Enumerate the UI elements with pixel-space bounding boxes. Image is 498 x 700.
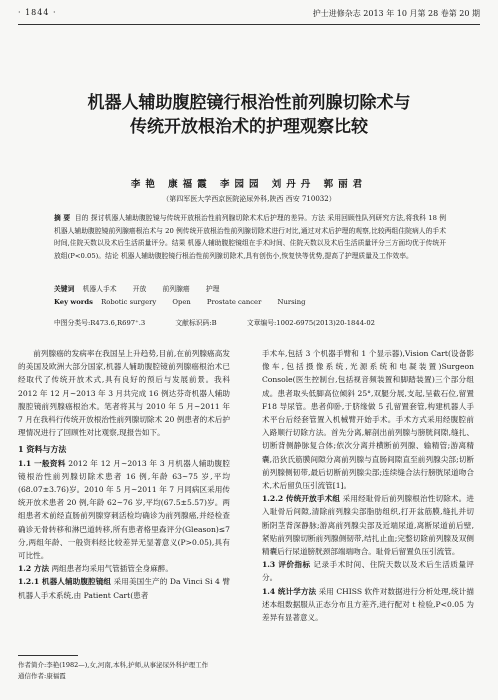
keywords-en-label: Key words: [54, 298, 93, 306]
keyword: 前列腺癌: [162, 285, 190, 293]
keyword: 机器人手术: [82, 285, 117, 293]
keyword: Open: [172, 298, 191, 306]
author-bio: 作者简介:李艳(1982—),女,河南,本科,护师,从事泌尿外科护理工作: [18, 661, 209, 669]
corresponding-author: 通信作者:康福霞: [18, 672, 66, 680]
running-header: [18, 8, 480, 22]
text-1-3: 记录手术时间、住院天数以及术后生活质量评分。: [262, 560, 474, 583]
article-title-line-2: 传统开放根治术的护理观察比较: [130, 117, 368, 137]
subsection-heading-1-2: 1.2 方法: [18, 564, 50, 574]
text-1-1: 2012 年 12 月~2013 年 3 月机器人辅助腹腔镜根治性前列腺切除术患者 16 例,年龄 63~75 岁,平均(68.07±3.76)岁。2010 年 5 月~2011 年 7 月同病区采用传统开放术患者 20 例,年龄 62~76 岁,平均(67.5±5.57)岁。两组患者术前经直肠前列腺穿刺活检均确诊为前列腺癌,并经检查确诊无骨转移和淋巴道转移,所有患者格里森评分(Gleason)≤7 分,两组年龄、一般资料经比较差异无显著意义(P>0.05),具有可比性。: [18, 458, 230, 561]
page-number: · 1844 ·: [18, 8, 57, 17]
section-heading-1: 1 资料与方法: [18, 444, 67, 455]
continued-paragraph: 手术车,包括 3 个机器手臂和 1 个显示器),Vision Cart(设备影像车,包括摄像系统,光源系统和电凝装置)Surgeon Console(医生控制台,包括视音频装置和脚踏装置)三个部分组成。患者取头低脚高位倾斜 25°,双腿分展,支起,呈截石位,留置 F18 导尿管。患者仰卧,于脐缘做 5 孔留置套管,构建机器人手术平台后经套管置入机械臂开始手术。手术方式采用经腹腔前入路顺行切除方法。首先分离,解剖出前列腺与膀胱间隙,缝扎、切断背侧静脉复合体;依次分离并横断前列腺、输精管;游离精囊,沿狄氏筋膜间隙分离前列腺与直肠间隙直至前列腺尖部;切断前列腺侧韧带,最后切断前列腺尖部;连续缝合法行膀胱尿道吻合术,术后留负压引流管[1]。: [262, 349, 474, 491]
header-rule: [18, 24, 480, 25]
keywords-cn: [54, 283, 446, 296]
classification-line: [54, 317, 454, 327]
keyword: Prostate cancer: [206, 298, 262, 306]
keywords-en: [54, 296, 446, 309]
subsection-heading-1-2-1: 1.2.1 机器人辅助腹腔镜组: [18, 577, 112, 587]
keyword: 开放: [132, 285, 147, 293]
text-1-2-1: 采用美国生产的 Da Vinci Si 4 臂机器人手术系统,由 Patient Cart(患者: [18, 577, 230, 600]
clc-number: 中图分类号:R473.6,R697⁺.3: [54, 319, 146, 327]
article-title-line-1: 机器人辅助腹腔镜行根治性前列腺切除术与: [87, 93, 411, 113]
subsection-heading-1-3: 1.3 评价指标: [262, 560, 311, 570]
authors: 李艳 康福霞 李园园 刘丹丹 郭丽君: [130, 179, 368, 190]
affiliation: （第四军医大学西京医院泌尿外科,陕西 西安 710032）: [162, 195, 336, 203]
document-code: 文献标识码:B: [175, 319, 217, 327]
footnote: [18, 655, 230, 682]
text-1-2-2: 采用经耻骨后前列腺根治性切除术。进入耻骨后间隙,清除前列腺尖部脂肪组织,打开盆筋膜,缝扎并切断阴茎背深静脉;游离前列腺尖部及近端尿道,离断尿道前后壁,紧贴前列腺切断前列腺侧韧带,结扎止血;完整切除前列腺及双侧精囊后行尿道膀胱颈部端端吻合。耻骨后留置负压引流管。: [262, 494, 474, 557]
text-1-4: 采用 CHISS 软件对数据进行分析处理,统计描述本组数据服从正态分布且方差齐,进行配对 t 检验,P<0.05 为差异有显著意义。: [262, 586, 474, 623]
abstract: [54, 212, 446, 262]
journal-issue: 护士进修杂志 2013 年 10 月第 28 卷第 20 期: [312, 9, 480, 18]
subsection-heading-1-1: 1.1 一般资料: [18, 458, 66, 468]
keyword: 护理: [205, 285, 220, 293]
subsection-heading-1-2-2: 1.2.2 传统开放手术组: [262, 494, 341, 504]
abstract-text: 目的 探讨机器人辅助腹腔镜与传统开放根治性前列腺切除术术后护理的差异。方法 采用回顾性队列研究方法,将我科 18 例机器人辅助腹腔镜前列腺癌根治术与 20 例传统开放根治性前列腺切除术进行对比,通过对术后护理的观察,比较两组住院病人的手术时间,住院天数以及术后生活质量评分。结果 机器人辅助腹腔镜组在手术时间、住院天数以及术后生活质量评分三方面均优于传统开放组(P<0.05)。结论 机器人辅助腹腔镜行根治性前列腺切除术,具有创伤小,恢复快等优势,提高了护理质量及工作效率。: [54, 214, 446, 260]
footnote-rule: [18, 655, 78, 656]
introduction-paragraph: 前列腺癌的发病率在我国呈上升趋势,目前,在前列腺癌高发的美国及欧洲大部分国家,机器人辅助腹腔镜前列腺癌根治术已经取代了传统开放术式,具有良好的预后与发展前景。我科 2012 年 12 月~2013 年 3 月共完成 16 例达芬奇机器人辅助腹腔镜前列腺癌根治术。笔者将其与 2010 年 5 月~2011 年 7 月在我科行传统开放根治性前列腺切除术 20 例患者的术后护理情况进行了回顾性对比观察,现报告如下。: [18, 349, 230, 438]
keywords-cn-label: 关键词: [54, 285, 75, 293]
keyword: Nursing: [277, 298, 306, 306]
keyword: Robotic surgery: [101, 298, 157, 306]
left-column: [18, 347, 230, 602]
text-1-2: 两组患者均采用气管插管全身麻醉。: [51, 564, 173, 574]
subsection-heading-1-4: 1.4 统计学方法: [262, 586, 317, 596]
abstract-label: 摘 要: [54, 214, 71, 222]
right-column: [262, 347, 474, 624]
article-number: 文章编号:1002-6975(2013)20-1844-02: [246, 319, 375, 327]
